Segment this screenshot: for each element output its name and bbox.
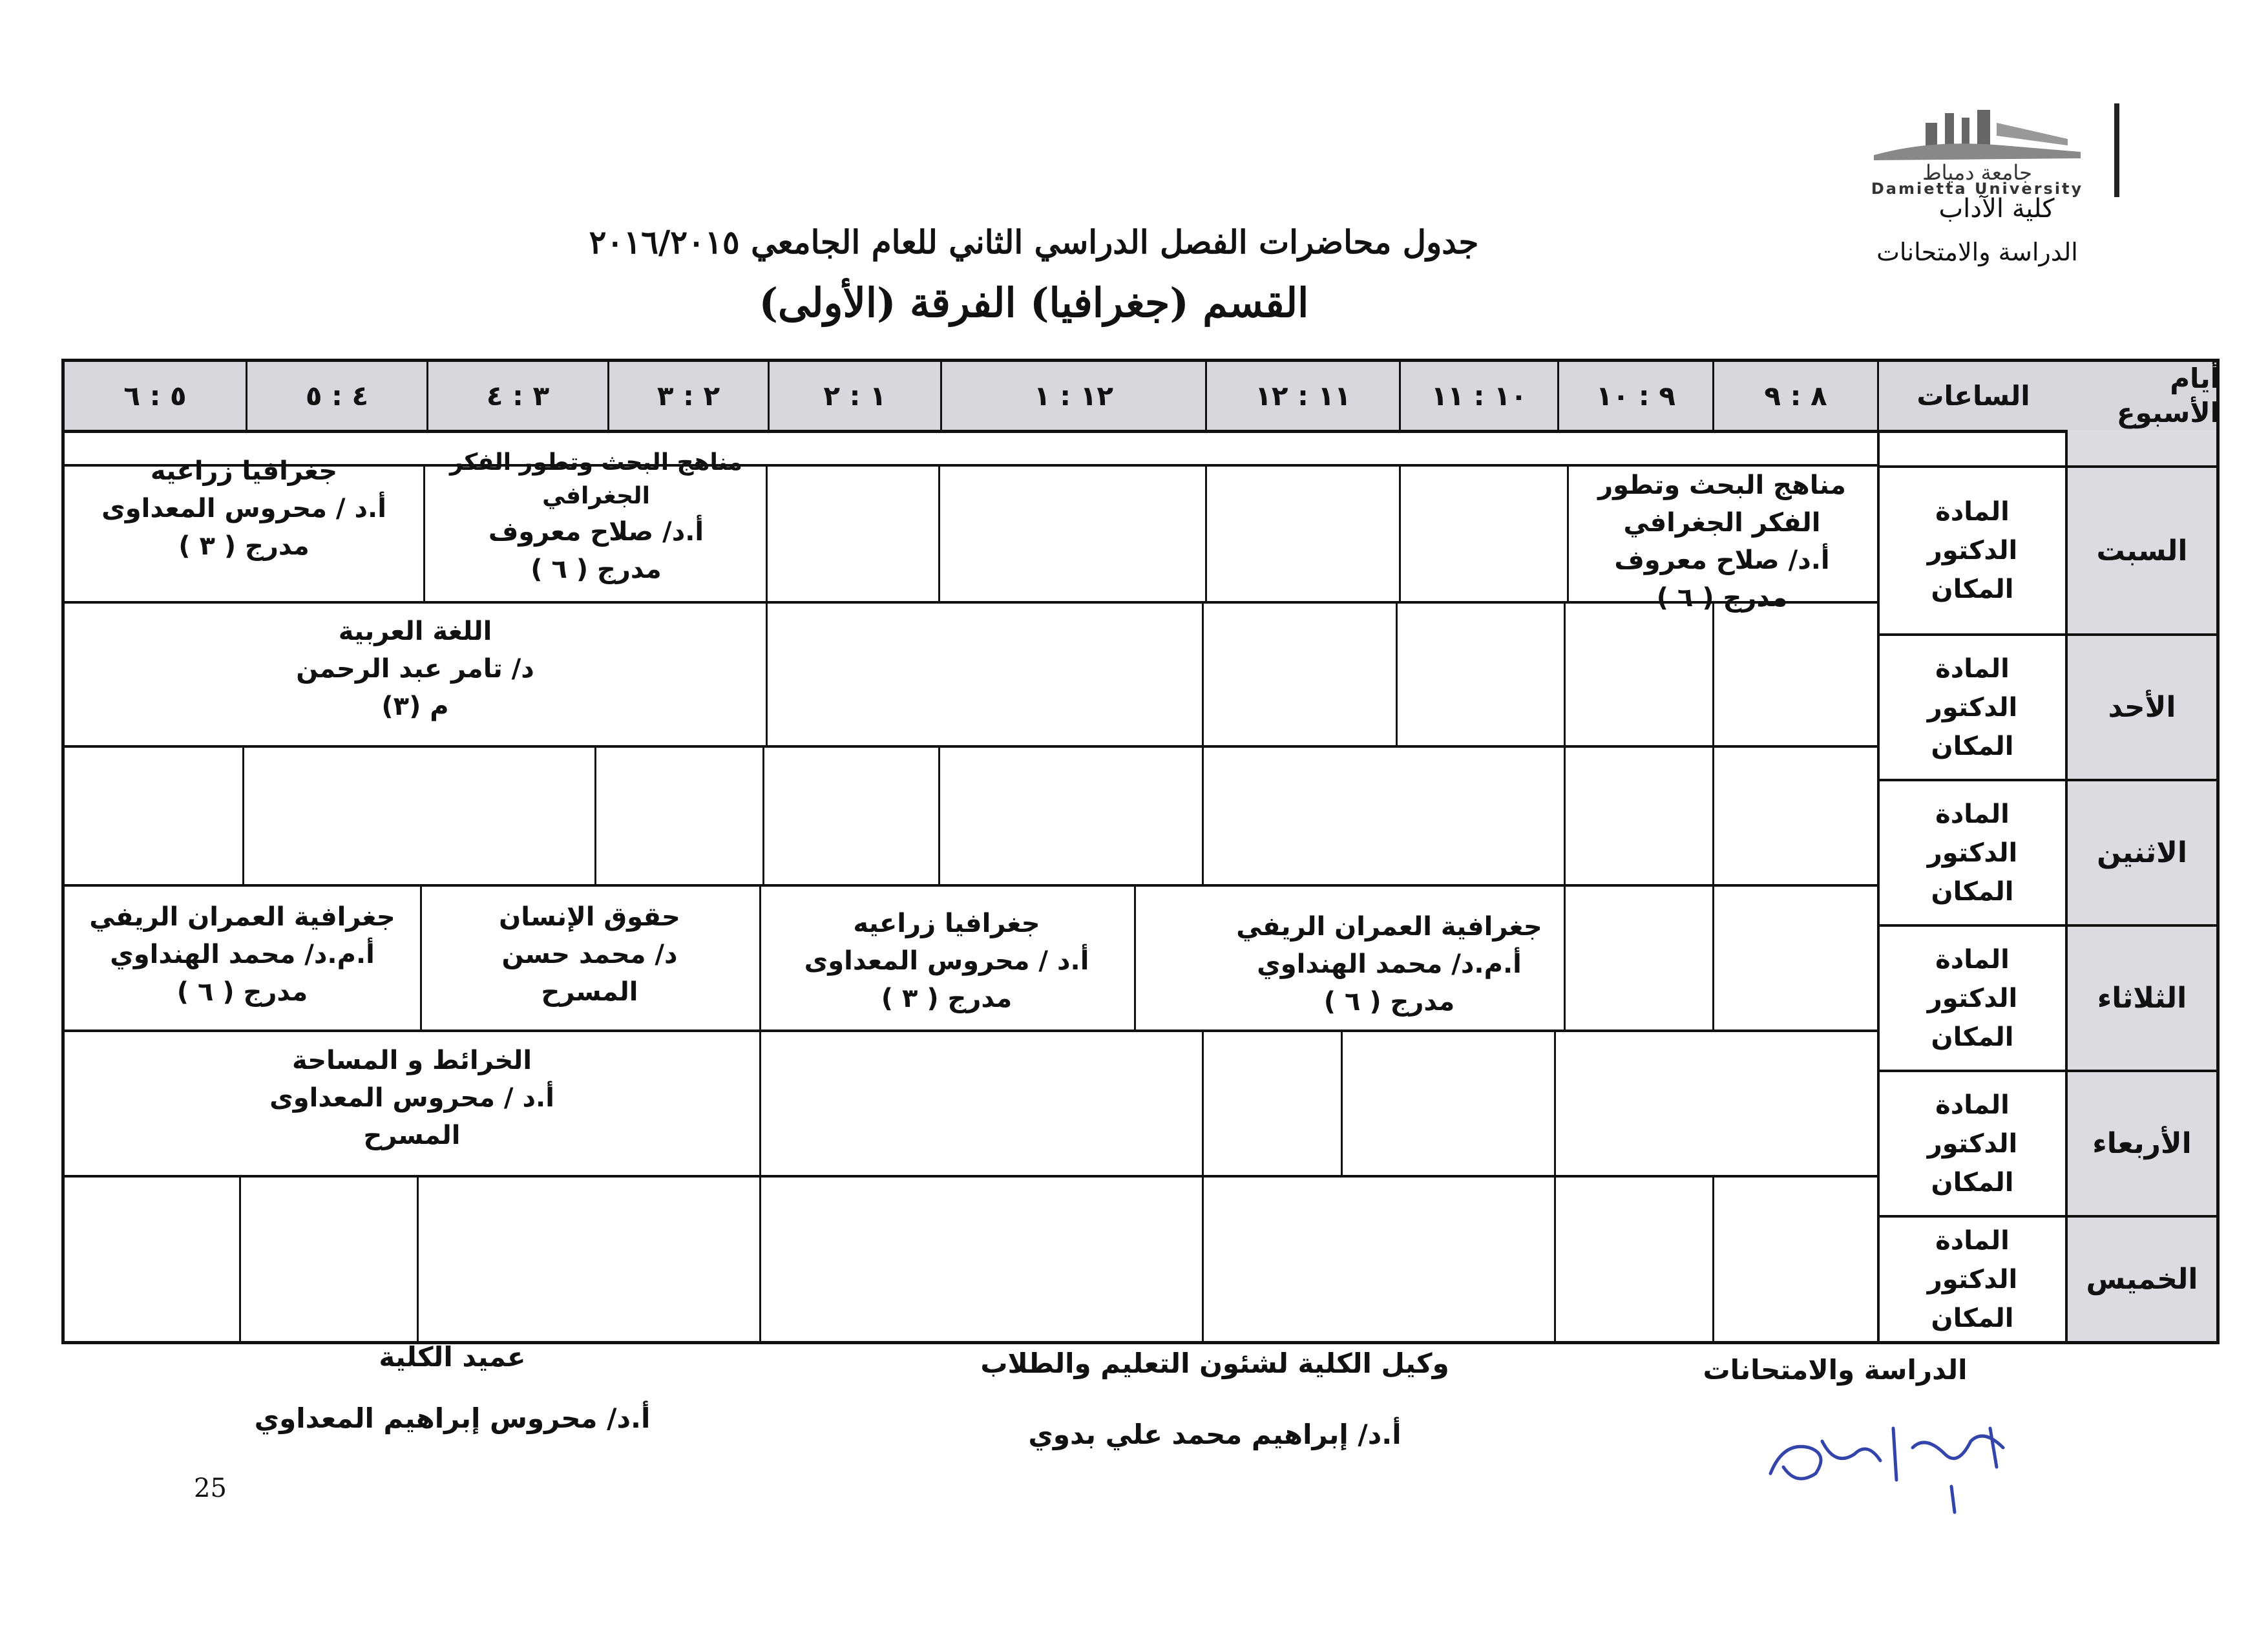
room-name: مدرج ( ٣ )	[178, 531, 310, 561]
professor-name: أ.م.د/ محمد الهنداوي	[110, 940, 375, 969]
course-name: الخرائط و المساحة	[291, 1046, 532, 1075]
professor-name: أ.م.د/ محمد الهنداوي	[1257, 949, 1522, 979]
day-monday: الاثنين	[2068, 779, 2216, 924]
day-sunday: الأحد	[2068, 633, 2216, 779]
time-slot: ١١ : ١٢	[1205, 362, 1399, 430]
cell-border	[1341, 1030, 1343, 1175]
professor-name: أ.د/ صلاح معروف	[1614, 545, 1830, 575]
course-name: جغرافية العمران الريفي	[1236, 912, 1542, 942]
day-wednesday: الأربعاء	[2068, 1070, 2216, 1215]
cell-border	[762, 745, 764, 884]
cell-border	[417, 1175, 419, 1341]
cell-border	[1712, 601, 1714, 745]
time-slot: ٢ : ٣	[607, 362, 768, 430]
time-slot: ٥ : ٦	[123, 380, 187, 412]
signature-dean-title: عميد الكلية	[379, 1341, 526, 1373]
page-title: جدول محاضرات الفصل الدراسي الثاني للعام الجامعي ٢٠١٦/٢٠١٥	[589, 223, 1479, 261]
lecture-entry	[1221, 908, 1557, 1020]
office-name: الدراسة والامتحانات	[1876, 238, 2078, 266]
cell-border	[759, 1030, 761, 1175]
time-slot: ٤ : ٥	[246, 362, 426, 430]
cell-border	[1399, 464, 1401, 601]
cell-border	[759, 1175, 761, 1341]
lecture-entry	[426, 446, 766, 588]
room-name: مدرج ( ٦ )	[1656, 583, 1788, 613]
header-days: أيام الأسبوع	[2116, 363, 2220, 428]
day-saturday: السبت	[2068, 465, 2216, 633]
course-name: جغرافيا زراعيه	[853, 909, 1040, 938]
time-slot: ١ : ٢	[768, 362, 940, 430]
row-line	[65, 745, 1877, 748]
university-logo	[1861, 110, 2094, 200]
university-name-ar: جامعة دمياط	[1922, 160, 2032, 185]
label-column-top	[1877, 430, 2068, 465]
day-tuesday: الثلاثاء	[2068, 924, 2216, 1070]
time-slot: ٩ : ١٠	[1557, 362, 1712, 430]
signature-vice-title: وكيل الكلية لشئون التعليم والطلاب	[980, 1347, 1449, 1379]
signature-vice-name: أ.د/ إبراهيم محمد علي بدوي	[1028, 1419, 1402, 1450]
cell-border	[423, 464, 425, 601]
room-name: المسرح	[541, 977, 638, 1007]
cell-border	[239, 1175, 241, 1341]
signature-office-title: الدراسة والامتحانات	[1703, 1354, 1968, 1386]
row-line	[65, 884, 1877, 887]
row-labels: المادة الدكتور المكان	[1877, 1215, 2068, 1341]
cell-border	[1396, 601, 1398, 745]
day-thursday: الخميس	[2068, 1215, 2216, 1341]
cell-border	[594, 745, 596, 884]
cell-border	[1134, 884, 1136, 1030]
cell-border	[1202, 1030, 1204, 1175]
cell-border	[938, 745, 940, 884]
lecture-entry	[65, 898, 420, 1011]
row-labels: المادة الدكتور المكان	[1877, 779, 2068, 924]
row-labels: المادة الدكتور المكان	[1877, 1070, 2068, 1215]
signature-dean-name: أ.د/ محروس إبراهيم المعداوي	[254, 1402, 651, 1434]
lecture-entry	[759, 905, 1134, 1017]
page-subtitle: القسم (جغرافيا) الفرقة (الأولى)	[759, 279, 1309, 326]
cell-border	[1202, 601, 1204, 745]
course-name: مناهج البحث وتطور الفكر الجغرافي	[1598, 470, 1846, 538]
row-labels: المادة الدكتور المكان	[1877, 465, 2068, 633]
cell-border	[1205, 464, 1207, 601]
lecture-entry	[65, 452, 423, 565]
room-name: مدرج ( ٣ )	[881, 984, 1013, 1013]
cell-border	[1712, 1175, 1714, 1341]
university-logo-icon	[1874, 110, 2081, 165]
lecture-entry	[1567, 467, 1877, 617]
time-slot: ١٢ : ١	[940, 362, 1205, 430]
cell-border	[1564, 601, 1566, 745]
schedule-table	[61, 359, 2220, 1344]
room-name: مدرج ( ٦ )	[176, 977, 308, 1007]
course-name: جغرافيا زراعيه	[150, 456, 338, 486]
time-slot: ٨ : ٩	[1712, 362, 1877, 430]
cell-border	[1564, 745, 1566, 884]
row-labels: المادة الدكتور المكان	[1877, 633, 2068, 779]
professor-name: د/ تامر عبد الرحمن	[296, 654, 534, 684]
header-hours: الساعات	[1877, 362, 2068, 430]
professor-name: أ.د/ صلاح معروف	[488, 517, 704, 547]
lecture-entry	[65, 613, 766, 725]
cell-border	[1712, 884, 1714, 1030]
lecture-entry	[420, 898, 759, 1011]
room-name: المسرح	[363, 1121, 461, 1150]
cell-border	[766, 464, 768, 601]
course-name: حقوق الإنسان	[499, 902, 680, 932]
room-name: مدرج ( ٦ )	[530, 555, 662, 585]
professor-name: أ.د / محروس المعداوى	[804, 946, 1089, 976]
lecture-entry	[65, 1042, 759, 1154]
day-column-top	[2068, 430, 2216, 465]
faculty-name: كلية الآداب	[1938, 194, 2055, 224]
course-name: اللغة العربية	[338, 617, 492, 646]
cell-border	[1712, 745, 1714, 884]
handwritten-signature	[1758, 1402, 2042, 1519]
cell-border	[1202, 745, 1204, 884]
time-slot: ٣ : ٤	[426, 362, 607, 430]
cell-border	[1564, 884, 1566, 1030]
cell-border	[1202, 1175, 1204, 1341]
cell-border	[242, 745, 244, 884]
room-name: م (٣)	[381, 692, 449, 721]
cell-border	[938, 464, 940, 601]
room-name: مدرج ( ٦ )	[1323, 987, 1455, 1017]
course-name: مناهج البحث وتطور الفكر الجغرافي	[450, 449, 742, 510]
university-name-en: Damietta University	[1871, 180, 2084, 198]
page-number: 25	[194, 1474, 227, 1503]
row-labels: المادة الدكتور المكان	[1877, 924, 2068, 1070]
margin-bar	[2114, 103, 2119, 197]
cell-border	[1554, 1030, 1556, 1175]
professor-name: أ.د / محروس المعداوى	[269, 1083, 554, 1113]
professor-name: د/ محمد حسن	[501, 940, 678, 969]
row-line	[65, 1175, 1877, 1178]
cell-border	[766, 601, 768, 745]
row-line	[65, 1030, 1877, 1032]
course-name: جغرافية العمران الريفي	[89, 902, 395, 932]
professor-name: أ.د / محروس المعداوى	[101, 494, 386, 523]
time-slot: ١٠ : ١١	[1399, 362, 1557, 430]
cell-border	[1554, 1175, 1556, 1341]
